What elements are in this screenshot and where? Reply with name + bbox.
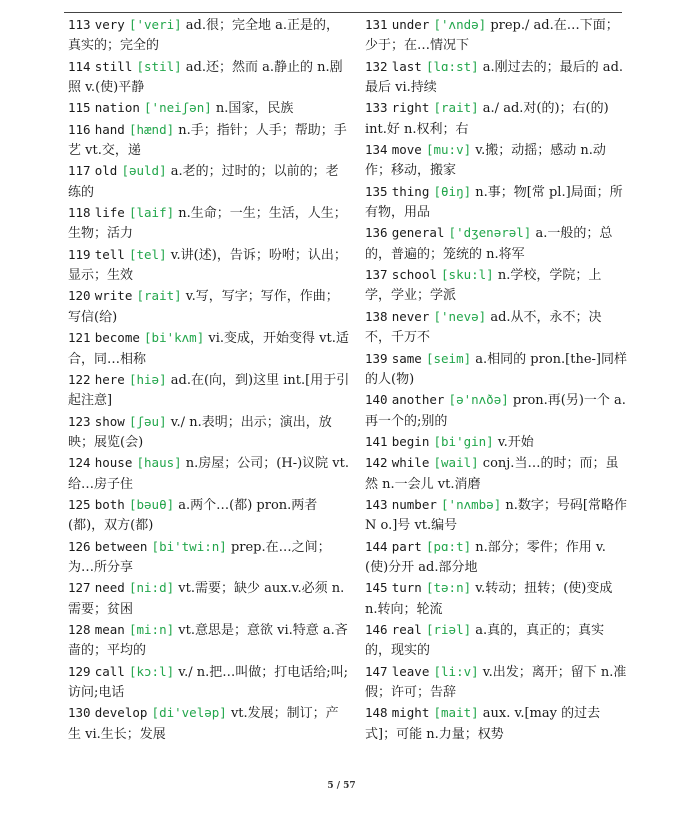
page-number: 5 / 57: [327, 781, 356, 791]
entry-phonetic: [tel]: [128, 246, 167, 262]
entry-word: under: [391, 17, 430, 32]
entry-number: 130: [68, 705, 91, 721]
entry-definition: v.讲(述)，告诉；吩咐；认出；显示；生效: [68, 247, 347, 284]
entry-definition: prep./ ad.在…下面；少于；在…情况下: [365, 18, 619, 54]
entry-number: 133: [365, 100, 388, 116]
entry-word: leave: [391, 663, 430, 679]
entry-word: here: [94, 371, 125, 387]
entry-number: 141: [365, 433, 388, 449]
entry-word: never: [391, 308, 430, 324]
entry-word: very: [94, 17, 125, 32]
entry-word: develop: [94, 705, 148, 721]
entry-number: 117: [68, 163, 91, 179]
entry-definition: v.写，写字；写作，作曲；写信(给): [68, 289, 339, 325]
vocab-entry: [68, 537, 350, 579]
entry-number: 126: [68, 538, 91, 554]
vocab-entry: [365, 432, 627, 453]
entry-definition: n.生命；一生；生活，人生；生物；活力: [68, 206, 347, 242]
entry-number: 147: [365, 663, 388, 679]
entry-phonetic: [di'veləp]: [151, 705, 227, 721]
entry-phonetic: ['nevə]: [433, 308, 487, 324]
entry-phonetic: ['veri]: [128, 17, 182, 32]
entry-phonetic: [mu:v]: [425, 142, 472, 158]
entry-definition: v./ n.表明；出示；演出，放映；展览(会): [68, 414, 332, 450]
entry-phonetic: [mait]: [433, 705, 479, 721]
entry-phonetic: [seim]: [425, 350, 472, 366]
entry-phonetic: [bəuθ]: [128, 496, 175, 512]
entry-definition: vi.变成，开始变得 vt.适合，同…相称: [68, 331, 349, 367]
entry-definition: ad.从不，永不；决不，千万不: [365, 309, 602, 346]
entry-phonetic: ['ʌndə]: [433, 17, 487, 32]
entry-phonetic: [bi'twi:n]: [151, 538, 227, 554]
entry-number: 144: [365, 538, 388, 554]
entry-word: tell: [94, 246, 125, 262]
entry-word: move: [391, 142, 422, 158]
entry-word: real: [391, 621, 422, 637]
vocab-entry: [68, 620, 350, 662]
vocab-entry: [365, 307, 627, 349]
entry-phonetic: [stil]: [136, 58, 182, 74]
entry-word: call: [94, 663, 125, 679]
entry-word: become: [94, 330, 140, 346]
vocab-entry: [68, 161, 350, 203]
entry-phonetic: [pɑ:t]: [425, 538, 472, 554]
entry-number: 145: [365, 580, 388, 596]
entry-word: while: [391, 455, 430, 471]
vocab-entry: [68, 453, 350, 495]
entry-number: 114: [68, 58, 91, 74]
entry-definition: a.老的；过时的；以前的；老练的: [68, 164, 339, 200]
entry-word: both: [94, 496, 125, 512]
entry-word: show: [94, 413, 125, 429]
entry-phonetic: [lɑ:st]: [425, 58, 479, 74]
entry-definition: vt.需要；缺少 aux.v.必须 n.需要；贫困: [68, 581, 345, 617]
entry-definition: a.刚过去的；最后的 ad.最后 vi.持续: [365, 59, 624, 96]
entry-number: 134: [365, 142, 388, 158]
entry-word: need: [94, 580, 125, 596]
entry-number: 132: [365, 58, 388, 74]
entry-definition: a.相同的 pron.[the-]同样的人(物): [365, 351, 627, 387]
entry-word: write: [94, 288, 133, 304]
entry-definition: n.房屋；公司；(H-)议院 vt.给…房子住: [68, 456, 350, 492]
entry-number: 113: [68, 17, 91, 32]
entry-definition: a.两个…(都) pron.两者(都)，双方(都): [68, 497, 318, 534]
vocab-entry: [365, 182, 627, 224]
entry-word: between: [94, 538, 148, 554]
entry-number: 148: [365, 705, 388, 721]
vocab-entry: [365, 703, 627, 745]
entry-definition: v./ n.把…叫做；打电话给;叫;访问;电话: [68, 664, 348, 700]
entry-definition: n.数字；号码[常略作 N o.]号 vt.编号: [365, 497, 627, 534]
entry-definition: conj.当…的时；而；虽然 n.一会儿 vt.消磨: [365, 456, 619, 492]
vocab-entry: [365, 98, 627, 140]
entry-phonetic: [ni:d]: [128, 580, 175, 596]
entry-phonetic: [laif]: [128, 205, 175, 221]
entry-word: nation: [94, 100, 140, 116]
entry-definition: n.学校，学院；上学，学业；学派: [365, 268, 602, 304]
header-rule: [64, 12, 622, 13]
entry-definition: aux. v.[may 的过去式]；可能 n.力量；权势: [365, 706, 601, 742]
entry-number: 129: [68, 663, 91, 679]
vocab-entry: [68, 495, 350, 537]
entry-phonetic: [mi:n]: [128, 621, 175, 637]
entry-phonetic: [rait]: [136, 288, 182, 304]
entry-number: 120: [68, 288, 91, 304]
entry-definition: vt.发展；制订；产生 vi.生长；发展: [68, 706, 339, 742]
vocab-entry: [68, 578, 350, 620]
vocab-entry: [365, 620, 627, 662]
entry-definition: v.搬；动摇；感动 n.动作；移动，搬家: [365, 143, 606, 179]
entry-definition: a./ ad.对(的)；右(的) int.好 n.权利；右: [365, 101, 609, 137]
entry-phonetic: [li:v]: [433, 663, 479, 679]
vocab-entry: [365, 537, 627, 579]
entry-phonetic: [sku:l]: [441, 267, 494, 283]
entry-definition: ad.还；然而 a.静止的 n.剧照 v.(使)平静: [68, 59, 343, 96]
vocab-entry: [365, 265, 627, 307]
vocab-entry: [365, 223, 627, 265]
entry-word: school: [391, 267, 437, 283]
entry-phonetic: ['neiʃən]: [144, 100, 212, 116]
entry-number: 123: [68, 413, 91, 429]
entry-definition: n.部分；零件；作用 v.(使)分开 ad.部分地: [365, 539, 606, 575]
vocab-entry: [68, 245, 350, 287]
entry-number: 128: [68, 621, 91, 637]
entry-number: 125: [68, 496, 91, 512]
entry-definition: n.手；指针；人手；帮助；手艺 vt.交，递: [68, 122, 347, 159]
entry-definition: a.一般的；总的，普遍的；笼统的 n.将军: [365, 226, 613, 262]
entry-phonetic: [riəl]: [425, 621, 472, 637]
vocab-entry: [365, 57, 627, 99]
entry-word: number: [391, 496, 437, 512]
vocab-entry: [365, 453, 627, 495]
entry-word: another: [391, 392, 445, 408]
entry-number: 122: [68, 371, 91, 387]
entry-number: 116: [68, 121, 91, 137]
entry-definition: v.转动；扭转；(使)变成 n.转向；轮流: [365, 581, 613, 617]
entry-phonetic: [haus]: [136, 455, 182, 471]
entry-definition: n.国家，民族: [215, 101, 294, 117]
entry-phonetic: [wail]: [433, 455, 479, 471]
entry-number: 136: [365, 225, 388, 241]
vocab-entry: [365, 495, 627, 537]
entry-number: 138: [365, 308, 388, 324]
entry-word: might: [391, 705, 430, 721]
entry-word: house: [94, 455, 133, 471]
vocab-entry: [68, 703, 350, 745]
vocab-entry: [68, 412, 350, 454]
vocab-entry: [68, 98, 350, 119]
entry-word: mean: [94, 621, 125, 637]
entry-phonetic: [bi'kʌm]: [144, 330, 205, 346]
entry-word: general: [391, 225, 445, 241]
vocab-entry: [68, 286, 350, 328]
entry-phonetic: [hænd]: [128, 121, 175, 137]
entry-phonetic: [əuld]: [121, 163, 167, 179]
entry-number: 127: [68, 580, 91, 596]
vocab-entry: [365, 15, 627, 57]
entry-phonetic: [tə:n]: [425, 580, 472, 596]
vocab-entry: [365, 349, 627, 391]
entry-number: 115: [68, 100, 91, 116]
entry-number: 140: [365, 392, 388, 408]
entry-word: old: [94, 163, 118, 179]
entry-phonetic: [ə'nʌðə]: [448, 392, 509, 408]
entry-definition: v.出发；离开；留下 n.准假；许可；告辞: [365, 664, 627, 700]
entry-number: 143: [365, 496, 388, 512]
entry-definition: n.事；物[常 pl.]局面；所有物，用品: [365, 184, 623, 221]
entry-definition: pron.再(另)一个 a.再一个的;别的: [365, 393, 626, 429]
entry-definition: prep.在…之间；为…所分享: [68, 539, 331, 575]
entry-number: 142: [365, 455, 388, 471]
entry-word: thing: [391, 183, 430, 199]
entry-definition: ad.很；完全地 a.正是的，真实的；完全的: [68, 18, 340, 54]
entry-number: 131: [365, 17, 388, 32]
vocab-entry: [68, 203, 350, 245]
entry-number: 137: [365, 267, 388, 283]
entry-phonetic: ['dʒenərəl]: [448, 225, 532, 241]
entry-phonetic: [θiŋ]: [433, 183, 472, 199]
entry-number: 135: [365, 183, 388, 199]
entry-phonetic: [kɔ:l]: [128, 663, 175, 679]
entry-phonetic: ['nʌmbə]: [441, 496, 502, 512]
vocab-entry: [365, 578, 627, 620]
entry-word: life: [94, 205, 125, 221]
entry-phonetic: [hiə]: [128, 371, 167, 387]
entry-definition: ad.在(向，到)这里 int.[用于引起注意]: [68, 372, 350, 409]
vocab-entry: [68, 15, 350, 57]
vocab-entry: [68, 57, 350, 99]
entry-number: 118: [68, 205, 91, 221]
entry-number: 121: [68, 330, 91, 346]
entry-phonetic: [bi'gin]: [433, 433, 494, 449]
entry-word: last: [391, 58, 422, 74]
entry-word: right: [391, 100, 430, 116]
entry-word: part: [391, 538, 422, 554]
entry-definition: vt.意思是；意欲 vi.特意 a.吝啬的；平均的: [68, 622, 348, 659]
vocab-entry: [68, 120, 350, 162]
entry-word: hand: [94, 121, 125, 137]
entry-number: 119: [68, 246, 91, 262]
vocab-entry: [68, 370, 350, 412]
entry-definition: a.真的，真正的；真实的，现实的: [365, 622, 605, 659]
vocab-entry: [68, 662, 350, 704]
entry-number: 124: [68, 455, 91, 471]
vocab-entry: [365, 662, 627, 704]
vocab-entry: [365, 140, 627, 182]
entry-definition: v.开始: [497, 434, 534, 450]
vocab-column-left: [68, 15, 350, 745]
entry-word: begin: [391, 433, 430, 449]
vocab-entry: [365, 390, 627, 432]
entry-word: turn: [391, 580, 422, 596]
entry-phonetic: [rait]: [433, 100, 479, 116]
entry-word: still: [94, 58, 133, 74]
vocab-entry: [68, 328, 350, 370]
entry-number: 146: [365, 621, 388, 637]
entry-phonetic: [ʃəu]: [128, 413, 167, 429]
vocab-column-right: [365, 15, 627, 745]
entry-word: same: [391, 350, 422, 366]
entry-number: 139: [365, 350, 388, 366]
